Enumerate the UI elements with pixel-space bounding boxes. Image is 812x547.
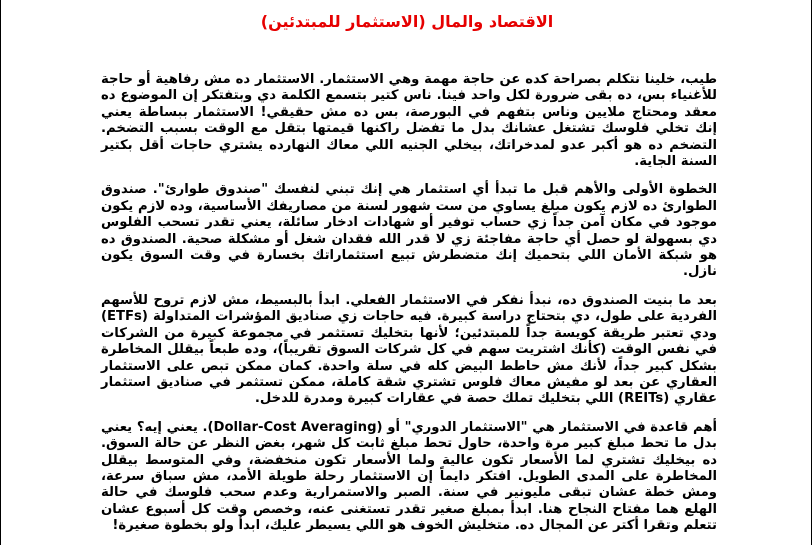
page-title: الاقتصاد والمال (الاستثمار للمبتدئين) (260, 12, 554, 31)
paragraph-dollar-cost-averaging: أهم قاعدة في الاستثمار هي "الاستثمار الدوري" أو (Dollar-Cost Averaging). يعني إيه؟ يعني بدل ما تحط مبلغ كبير مرة واحدة، حاول تحط مبلغ ثابت كل شهر، بغض النظر عن حالة السوق. ده بيخليك تشتري لما الأسعار تكون عالية ولما الأسعار تكون منخفضة، وفي المتوسط بيقلل المخاطرة على المدى الطويل. افتكر دايماً إن الاستثمار رحلة طويلة الأمد، مش سباق سرعة، ومش خطة عشان تبقى مليونير في سنة. الصبر والاستمرارية وعدم سحب فلوسك في حالة الهلع هما مفتاح النجاح هنا. ابدأ بمبلغ صغير تقدر تستغنى عنه، وخصص وقت كل أسبوع عشان تتعلم وتقرا أكتر عن المجال ده. متخليش الخوف هو اللي يسيطر عليك، ابدأ ولو بخطوة صغيرة! (101, 419, 717, 534)
article-body (101, 72, 717, 547)
paragraph-intro: طيب، خلينا نتكلم بصراحة كده عن حاجة مهمة وهي الاستثمار. الاستثمار ده مش رفاهية أو حاجة للأغنياء بس، ده بقى ضرورة لكل واحد فينا. ناس كتير بتسمع الكلمة دي وبتفتكر إن الموضوع ده معقد ومحتاج ملايين وناس بتفهم في البورصة، بس ده مش حقيقي! الاستثمار ببساطة يعني إنك تخلي فلوسك تشتغل عشانك بدل ما تفضل راكنها قيمتها بتقل مع الوقت بسبب التضخم. التضخم ده هو أكبر عدو لمدخراتك، بيخلي الجنيه اللي معاك النهارده يشتري حاجات أقل بكتير السنة الجاية. (101, 72, 717, 170)
paragraph-emergency-fund: الخطوة الأولى والأهم قبل ما تبدأ أي استثمار هي إنك تبني لنفسك "صندوق طوارئ". صندوق الطوارئ ده لازم يكون مبلغ يساوي من ست شهور لسنة من مصاريفك الأساسية، وده لازم يكون موجود في مكان آمن جداً زي حساب توفير أو شهادات ادخار سائلة، يعني تقدر تسحب الفلوس دي بسهولة لو حصل أي حاجة مفاجئة زي لا قدر الله فقدان شغل أو مشكلة صحية. الصندوق ده هو شبكة الأمان اللي بتحميك إنك متضطرش تبيع استثماراتك بخسارة في وقت السوق يكون نازل. (101, 182, 717, 280)
paragraph-first-investments: بعد ما بنيت الصندوق ده، نبدأ نفكر في الاستثمار الفعلي. ابدأ بالبسيط، مش لازم تروح للأسهم الفردية على طول، دي بتحتاج دراسة كبيرة. فيه حاجات زي صناديق المؤشرات المتداولة (ETFs) ودي تعتبر طريقة كويسة جداً للمبتدئين؛ لأنها بتخليك تستثمر في مجموعة كبيرة من الشركات في نفس الوقت (كأنك اشتريت سهم في كل شركات السوق تقريباً)، وده طبعاً بيقلل المخاطرة بشكل كبير جداً، لأنك مش حاطط البيض كله في سلة واحدة. كمان ممكن تبص على الاستثمار العقاري عن بعد لو مفيش معاك فلوس تشتري شقة كاملة، ممكن تستثمر في صناديق استثمار عقاري (REITs) اللي بتخليك تملك حصة في عقارات كبيرة ومدرة للدخل. (101, 292, 717, 407)
